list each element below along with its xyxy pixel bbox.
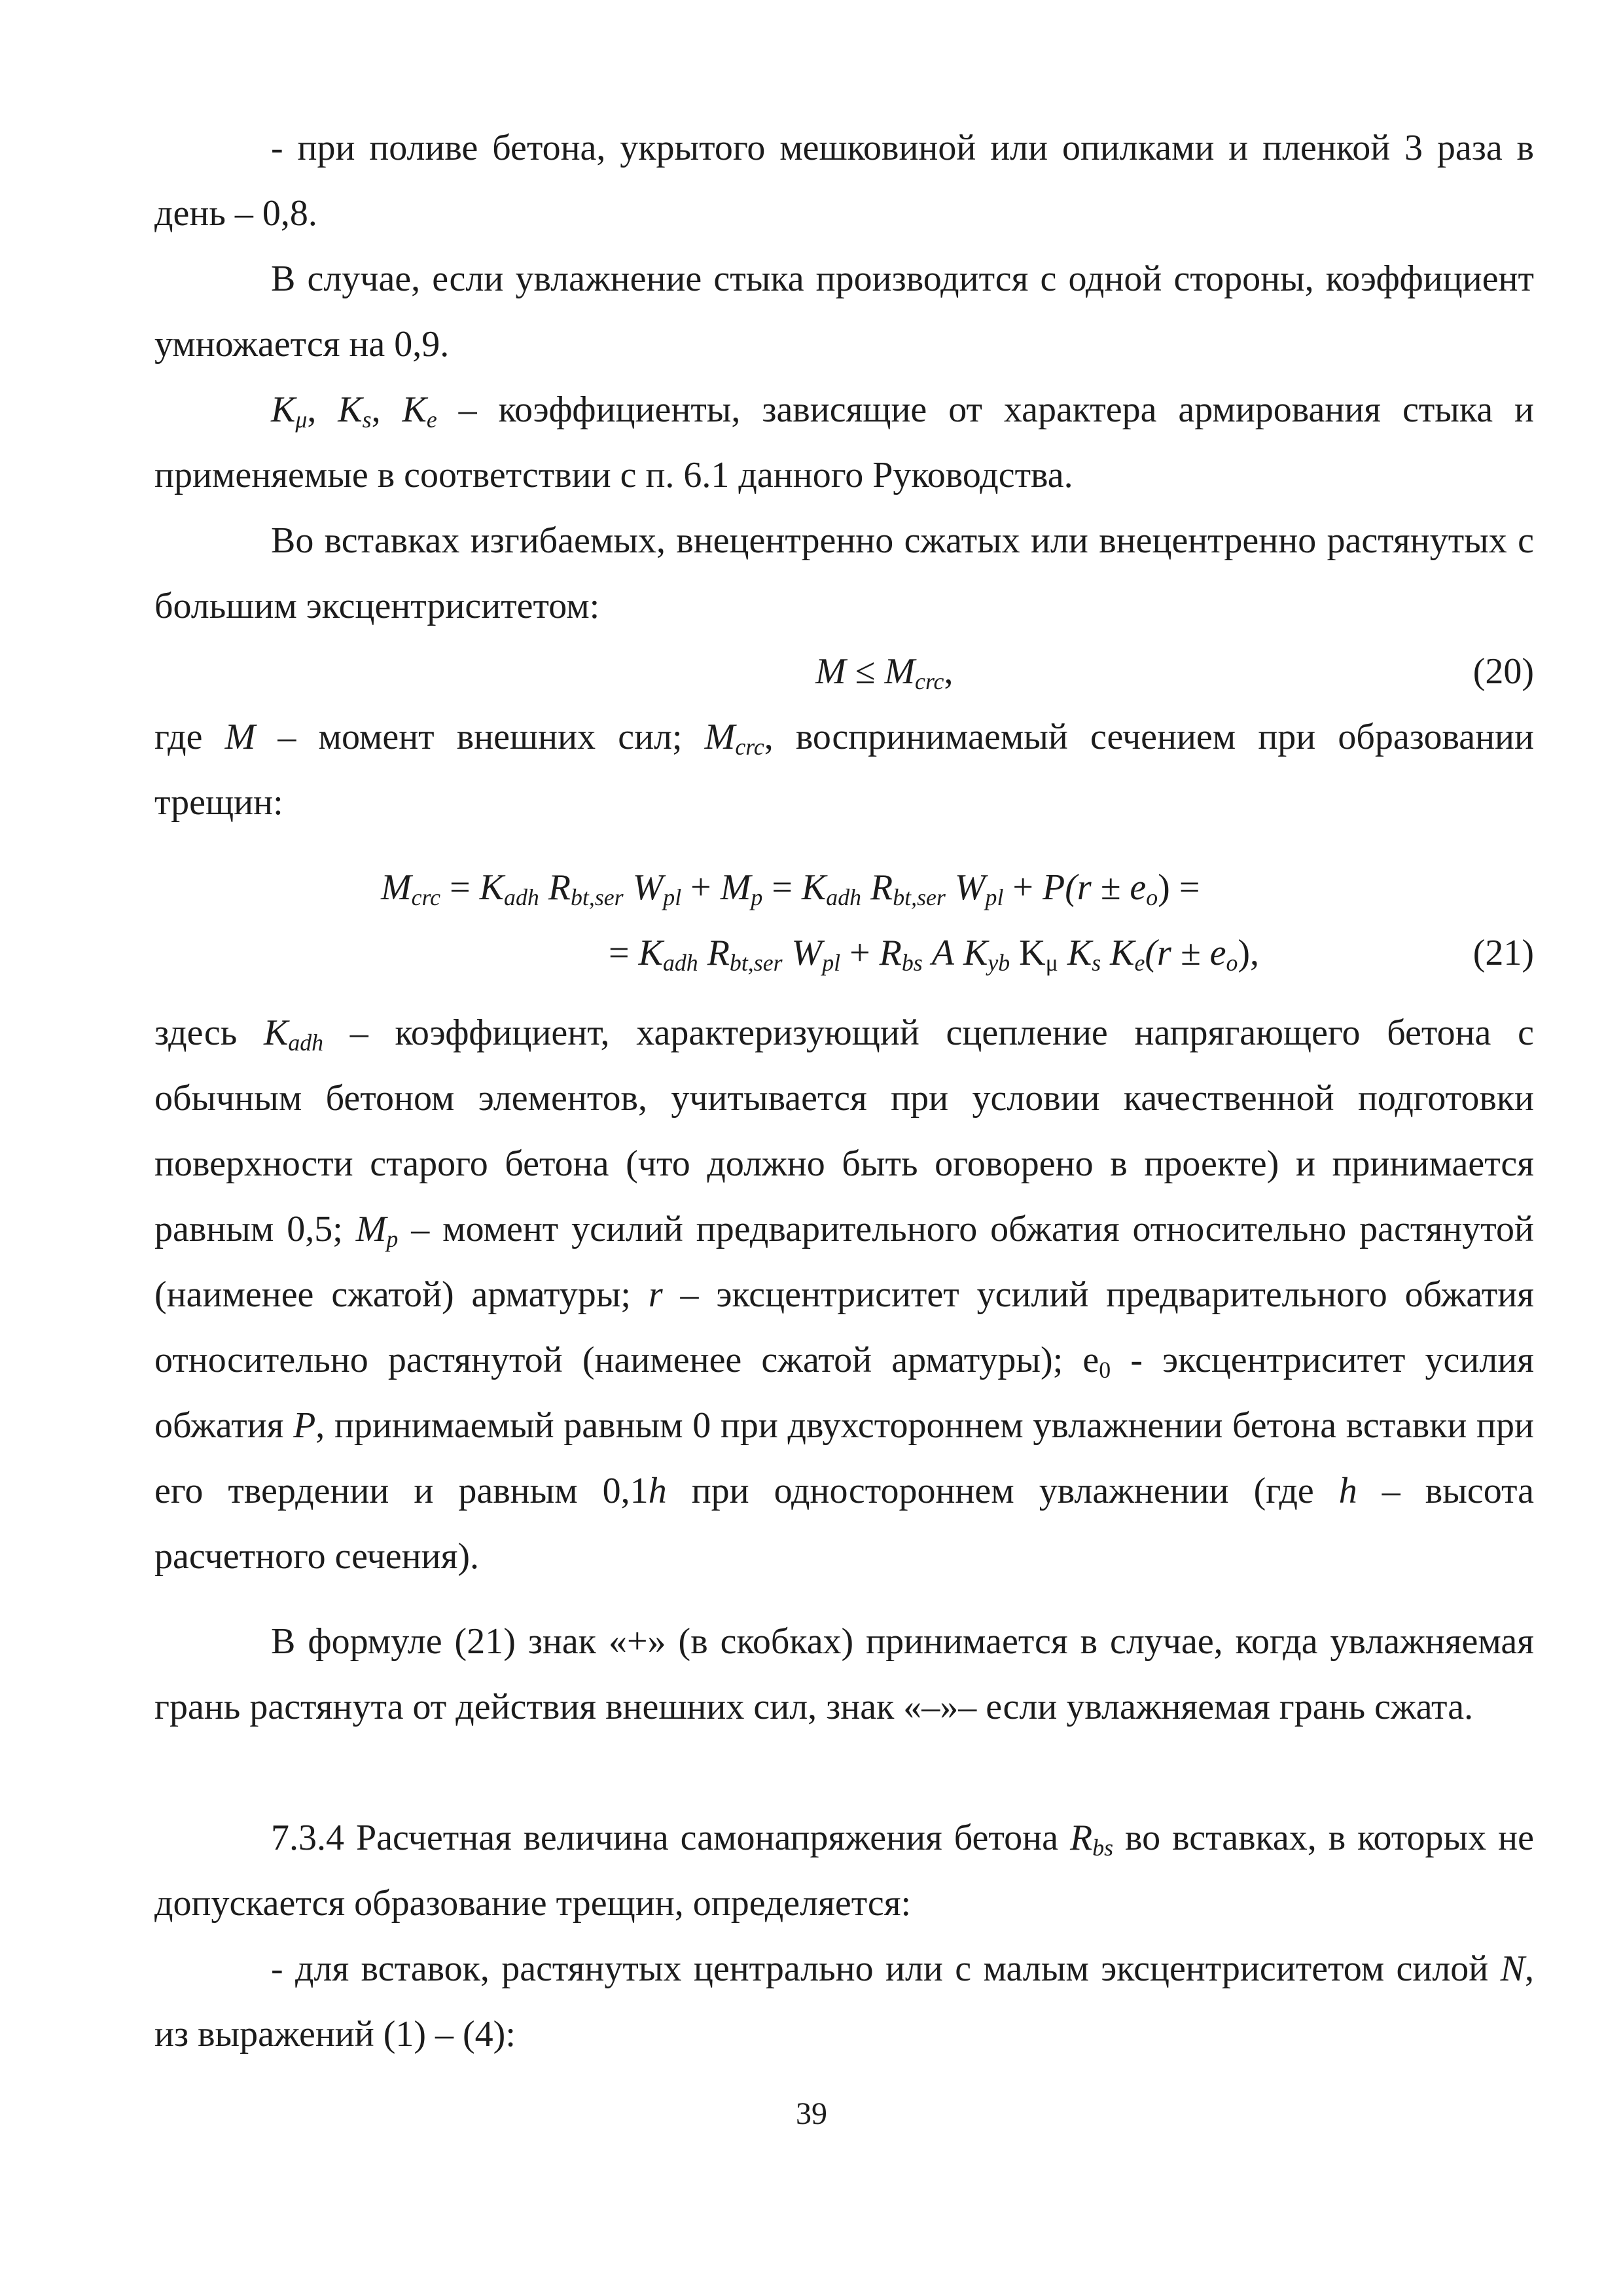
paragraph-text: Во вставках изгибаемых, внецентренно сжатых или внецентренно растянутых с большим эксцентриситетом: bbox=[154, 520, 1534, 626]
equation-21-line-2 bbox=[154, 920, 1534, 986]
symbol-m: M bbox=[224, 717, 256, 757]
paragraph-text: – коэффициенты, зависящие от характера армирования стыка и применяемые в соответствии с п. 6.1 данного Руководства. bbox=[154, 389, 1535, 495]
paragraph-formula-sign bbox=[154, 1609, 1534, 1740]
equation-20 bbox=[154, 639, 1534, 704]
symbol-p: P bbox=[293, 1405, 316, 1446]
paragraph-one-side-moistening bbox=[154, 246, 1534, 377]
paragraph-reinforcement-coefficients: $K_\mu$, $K_s$, $K_e$ – коэффициенты, зависящие от характера армирования стыка и применяемые в соответствии с п. 6.1 данного Руководства. bbox=[154, 389, 1535, 495]
paragraph-watering bbox=[154, 115, 1534, 246]
symbol-h: h bbox=[1338, 1471, 1357, 1511]
symbol-h: h bbox=[648, 1471, 667, 1511]
paragraph-text: - при поливе бетона, укрытого мешковиной или опилками и пленкой 3 раза в день – 0,8. bbox=[154, 128, 1534, 234]
equation-expression: $M_{crc} = K_{adh}$ $R_{bt,ser}$ $W_{pl} + M_p = K_{adh}$ $R_{bt,ser}$ $W_{pl} + P(r \pm e_o)$ = bbox=[381, 867, 1200, 910]
paragraph-section-7-3-4: 7.3.4 Расчетная величина самонапряжения бетона $R_{bs}$ во вставках, в которых не допускается образование трещин, определяется: bbox=[154, 1818, 1534, 1924]
page-number: 39 bbox=[796, 2096, 827, 2131]
equation-number: (20) bbox=[1472, 651, 1534, 692]
equation-21-line-1 bbox=[154, 855, 1534, 920]
equation-expression: = $K_{adh}$ $R_{bt,ser}$ $W_{pl} + R_{bs}$ A $K_{yb}$ $K_\mu$ $K_s$ $K_e(r \pm e_o)$, bbox=[609, 933, 1260, 976]
symbol-n: N bbox=[1500, 1948, 1525, 1989]
paragraph-k-adh-explanation: здесь $K_{adh}$ – коэффициент, характеризующий сцепление напрягающего бетона с обычным бетоном элементов, учитывается при условии качественной подготовки поверхности старого бетона (что должно быть оговорено в проекте) и принимается равным 0,5; $M_p$ – момент усилий предварительного обжатия относительно растянутой (наименее сжатой) арматуры; r – эксцентриситет усилий предварительного обжатия относительно растянутой (наименее сжатой арматуры); $e_0$ - эксцентриситет усилия обжатия P, принимаемый равным 0 при двухстороннем увлажнении бетона вставки при его твердении и равным 0,1h при одностороннем увлажнении (где h – высота расчетного сечения). bbox=[154, 1013, 1535, 1577]
paragraph-text: В случае, если увлажнение стыка производится с одной стороны, коэффициент умножается на 0,9. bbox=[154, 259, 1534, 365]
paragraph-inserts-bending bbox=[154, 508, 1534, 639]
symbol-k-adh: $K_{adh}$ bbox=[263, 1013, 324, 1056]
equation-number: (21) bbox=[1472, 933, 1534, 973]
symbol-k-s: $K_s$ bbox=[338, 389, 372, 433]
symbol-k-e: $K_e$ bbox=[402, 389, 437, 433]
equation-expression: $M \le M_{crc}$, bbox=[815, 651, 954, 694]
paragraph-text: В формуле (21) знак «+» (в скобках) принимается в случае, когда увлажняемая грань растянута от действия внешних сил, знак «–»– если увлажняемая грань сжата. bbox=[154, 1621, 1534, 1727]
paragraph-where-m: где M – момент внешних сил; $M_{crc}$, воспринимаемый сечением при образовании трещин: bbox=[154, 717, 1534, 823]
symbol-r: r bbox=[648, 1274, 663, 1315]
paragraph-central-tension: - для вставок, растянутых центрально или с малым эксцентриситетом силой N, из выражений (1) – (4): bbox=[154, 1948, 1534, 2054]
symbol-k-mu: $K_\mu$ bbox=[271, 389, 308, 433]
symbol-r-bs: $R_{bs}$ bbox=[1069, 1818, 1114, 1861]
symbol-m-crc: $M_{crc}$ bbox=[704, 717, 764, 760]
symbol-m-p: $M_p$ bbox=[355, 1209, 399, 1252]
